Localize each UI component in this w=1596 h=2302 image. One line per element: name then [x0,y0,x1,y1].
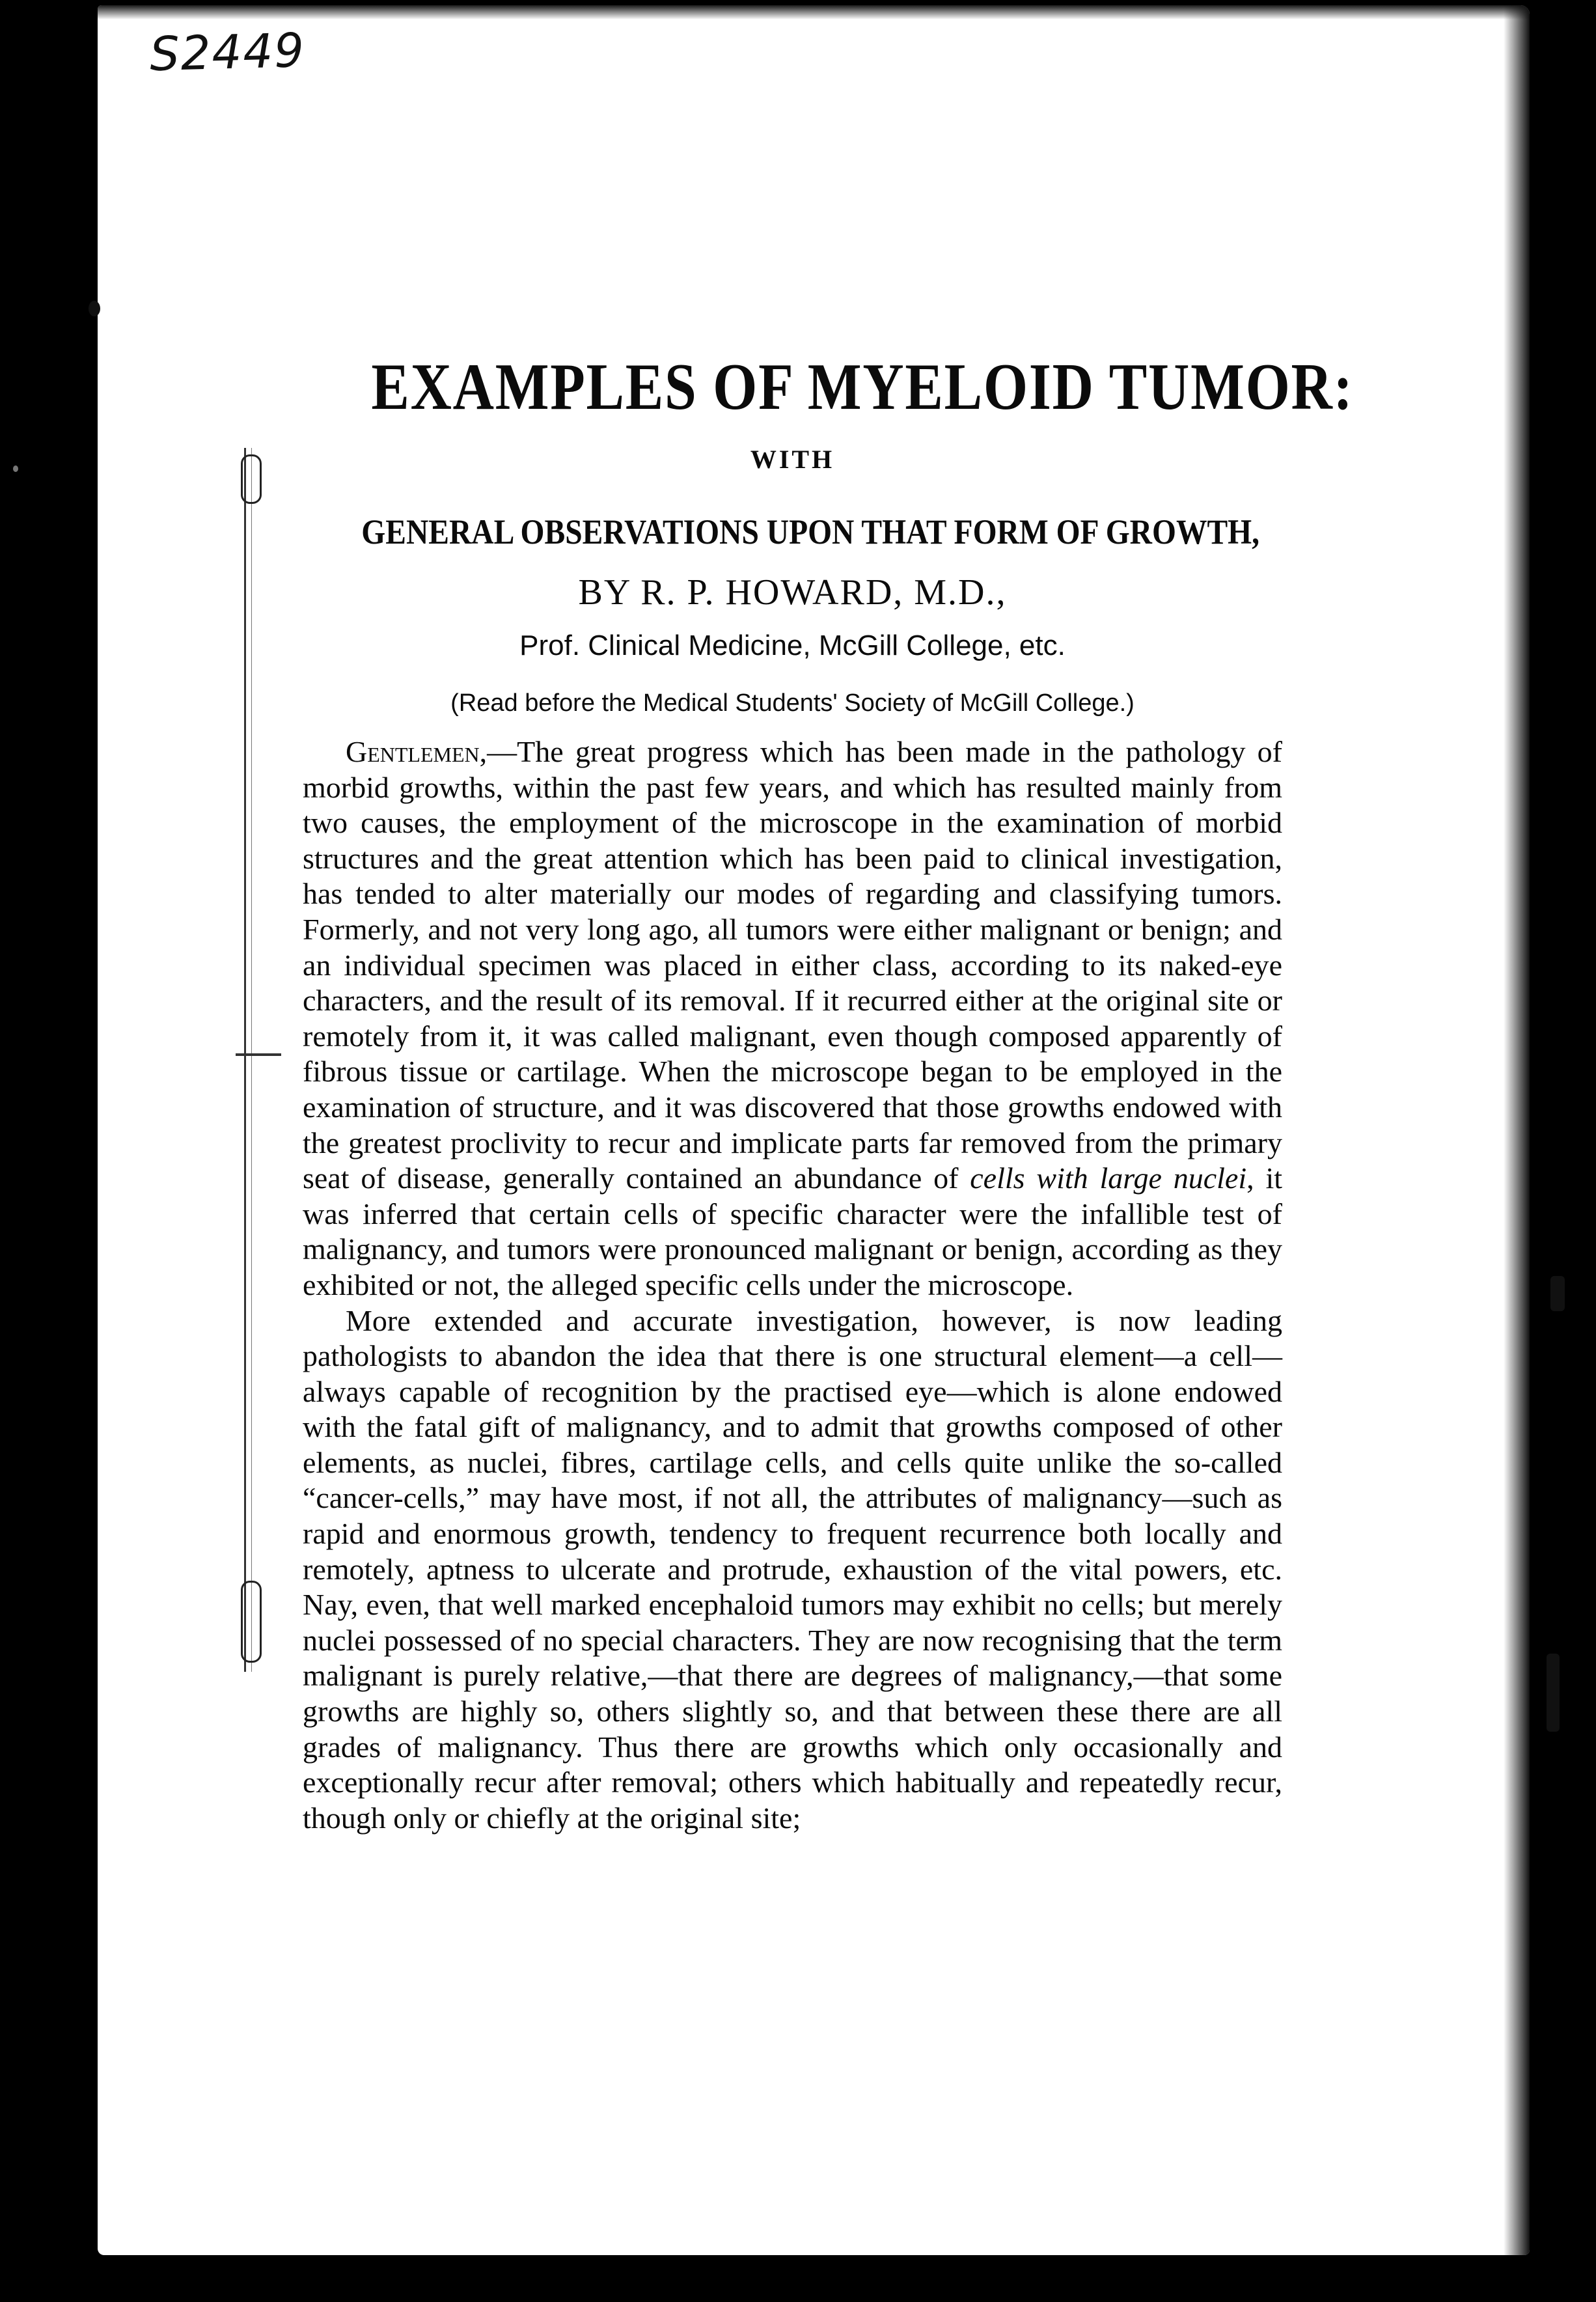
title-connector: WITH [750,445,835,474]
document-title: EXAMPLES OF MYELOID TUMOR: [371,350,1354,424]
paragraph-2: More extended and accurate investigation, however, is now leading pathologists to abandon the idea that there is one structural element—a cell—always capable of recognition by the practised eye—which is alone endowed with the fatal gift of malignancy, and to admit that growths composed of other elements, as nuclei, fibres, cartilage cells, and cells quite unlike the so-called “cancer-cells,” may have most, if not all, the attributes of malignancy—such as rapid and enormous growth, tendency to frequent recurrence both locally and remotely, aptness to ulcerate and protrude, exhaustion of the vital powers, etc. Nay, even, that well marked encephaloid tumors may exhibit no cells; but merely nuclei possessed of no special characters. They are now recognising that the term malignant is purely relative,—that there are degrees of malignancy,—that some growths are highly so, others slightly so, and that between these there are all grades of malignancy. Thus there are growths which only occasionally and exceptionally recur after removal; others which habitually and repeatedly recur, though only or chiefly at the original site; [303,1303,1282,1835]
document-subtitle: GENERAL OBSERVATIONS UPON THAT FORM OF GROWTH, [361,512,1260,551]
fold-mark-top [241,454,262,504]
paragraph-1-text: —The great progress which has been made in the pathology of morbid growths, within the past few years, and which has resulted mainly from two causes, the employment of the microscope in the examination of morbid structures and the great attention which has been paid to clinical investigation, has tended to alter materially our modes of regarding and classifying tumors. Formerly, and not very long ago, all tumors were either malignant or benign; and an individual specimen was placed in either class, according to its naked-eye characters, and the result of its removal. If it recurred either at the original site or remotely from it, it was called malignant, even though composed apparently of fibrous tissue or cartilage. When the microscope began to be employed in the examination of structure, and it was discovered that those growths endowed with the greatest proclivity to recur and implicate parts far removed from the primary seat of disease, generally contained an abundance of [303,735,1282,1195]
paragraph-1 [303,734,1282,1303]
author-line: BY R. P. HOWARD, M.D., [578,572,1007,613]
author-affiliation: Prof. Clinical Medicine, McGill College, etc. [519,630,1066,661]
paragraph-1-end: , it was inferred that certain cells of specific character were the infallible test of malignancy, and tumors were pronounced malignant or benign, according as they exhibited or not, the alleged specific cells under the microscope. [303,1161,1283,1301]
salutation: Gentlemen, [346,735,488,768]
binding-fold-line [244,448,252,1672]
paragraph-1-italic: cells with large nuclei [970,1161,1247,1195]
reading-note: (Read before the Medical Students' Society of McGill College.) [450,689,1135,717]
fold-tick [236,1053,281,1056]
scan-speck [13,465,18,472]
handwritten-call-number: S2449 [148,22,306,82]
scan-speck [89,301,100,316]
scan-speck [1550,1276,1565,1311]
body-text [303,734,1282,1836]
scan-speck [1547,1654,1560,1732]
fold-mark-bottom [241,1581,262,1663]
article [303,345,1354,1836]
